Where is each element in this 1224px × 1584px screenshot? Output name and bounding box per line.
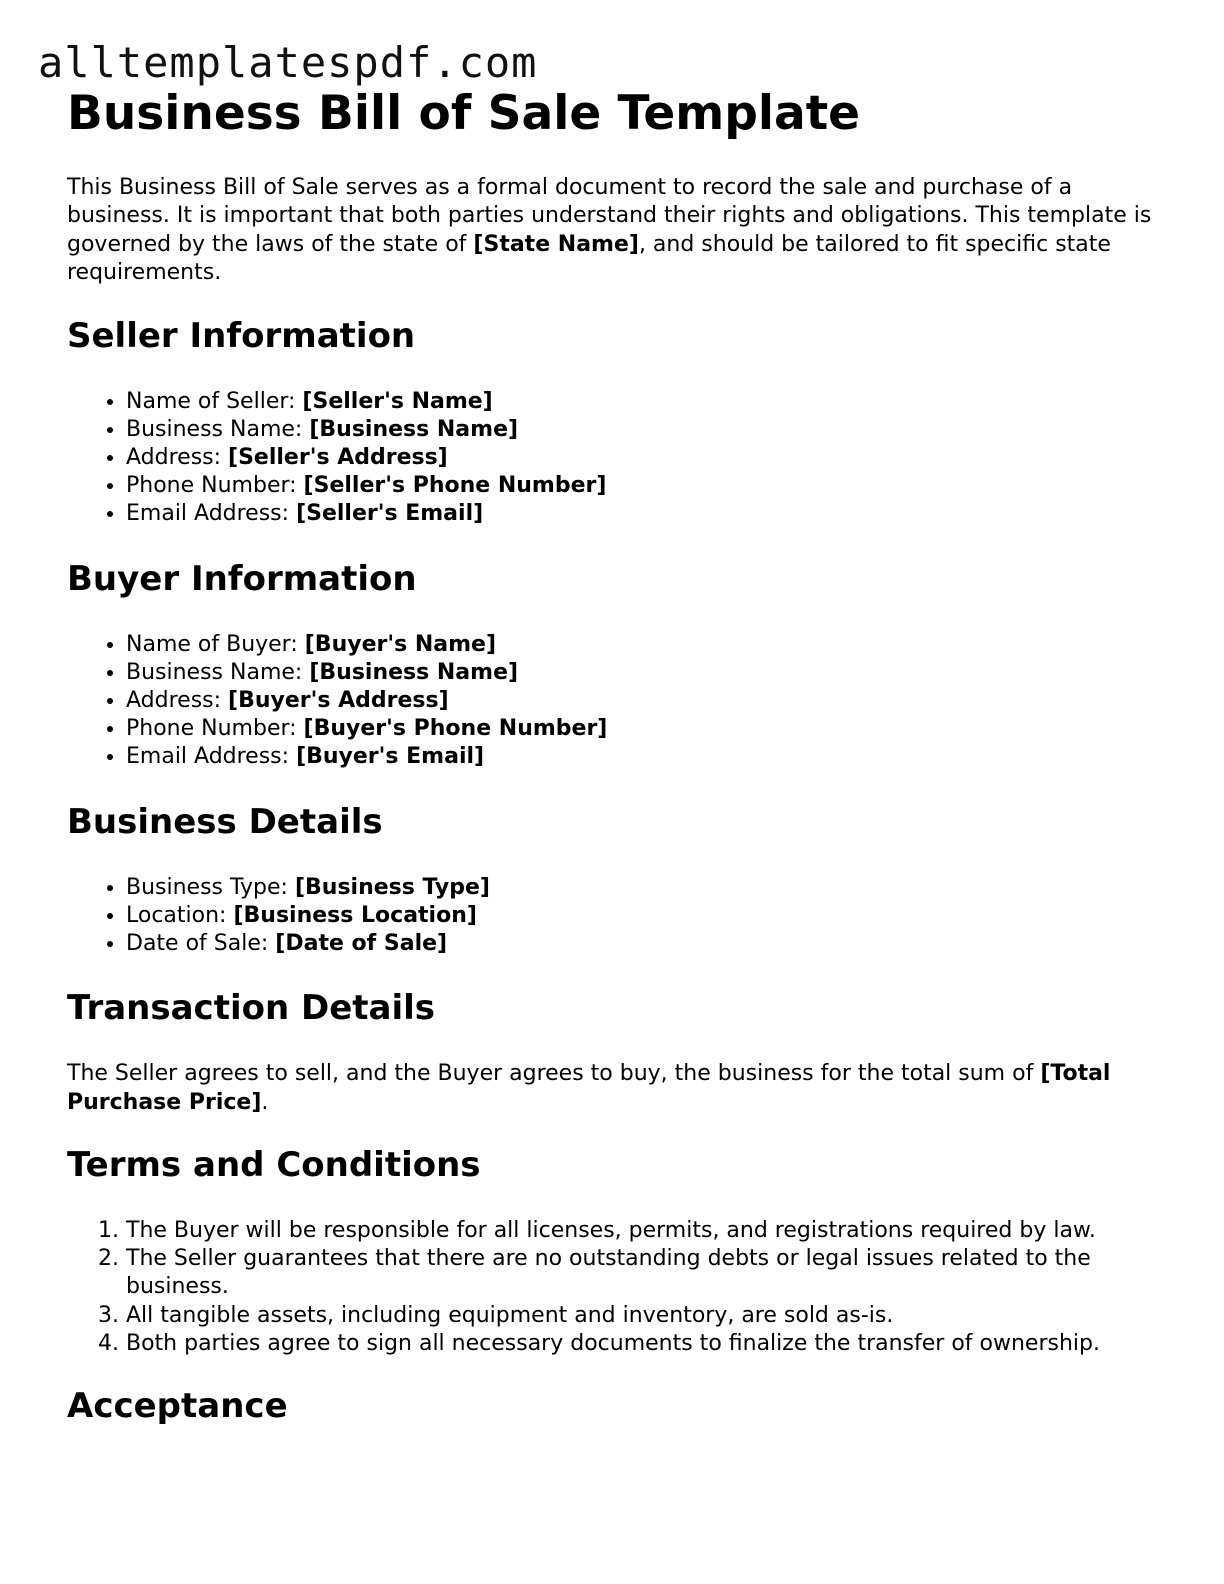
list-item [126,930,1157,958]
field-label: Address: [126,688,229,714]
list-item [126,715,1157,743]
intro-text-start: This Business Bill of Sale serves as a formal document to record the sale and purchase of a business. It is important that both parties understand their rights and obligations. This template is governed by the laws of the state of [67,175,1152,257]
field-placeholder: [Business Location] [233,902,477,928]
list-item: 1. The Buyer will be responsible for all licenses, permits, and registrations required by law. [126,1217,1157,1245]
field-label: Location: [126,902,234,928]
transaction-paragraph [67,1060,1157,1117]
list-item [126,874,1157,902]
transaction-period: . [261,1089,269,1115]
intro-paragraph [67,174,1157,288]
field-placeholder: [Seller's Name] [302,388,493,414]
field-label: Business Name: [126,659,310,685]
list-item: 4. Both parties agree to sign all necessary documents to finalize the transfer of ownership. [126,1330,1157,1358]
field-placeholder: [Buyer's Phone Number] [303,716,608,742]
field-label: Name of Buyer: [126,631,305,657]
field-label: Business Type: [126,874,295,900]
list-item [126,743,1157,771]
buyer-info-list [67,631,1157,772]
acceptance-heading: Acceptance [67,1386,288,1427]
field-placeholder: [Business Name] [309,416,519,442]
list-item [126,444,1157,472]
field-placeholder: [Business Name] [309,659,519,685]
list-item [126,659,1157,687]
price-placeholder: [Total Purchase Price] [67,1061,1111,1115]
field-placeholder: [Seller's Address] [228,445,448,471]
terms-list [67,1217,1157,1358]
state-name-placeholder: [State Name] [473,231,639,257]
field-placeholder: [Seller's Phone Number] [303,473,607,499]
field-placeholder: [Date of Sale] [275,931,448,957]
list-item [126,631,1157,659]
page-title: Business Bill of Sale Template [67,86,861,141]
field-label: Phone Number: [126,473,304,499]
field-label: Business Name: [126,416,310,442]
site-watermark: alltemplatespdf.com [38,38,538,87]
list-item [126,902,1157,930]
field-label: Address: [126,445,229,471]
field-label: Phone Number: [126,716,304,742]
seller-info-list [67,388,1157,529]
business-details-heading: Business Details [67,801,383,842]
seller-heading: Seller Information [67,315,416,356]
field-placeholder: [Buyer's Name] [304,631,496,657]
list-item [126,687,1157,715]
transaction-text: The Seller agrees to sell, and the Buyer agrees to buy, the business for the total sum of [67,1061,1041,1087]
terms-heading: Terms and Conditions [67,1145,481,1186]
field-placeholder: [Buyer's Email] [296,744,485,770]
field-label: Name of Seller: [126,388,303,414]
list-item [126,416,1157,444]
transaction-heading: Transaction Details [67,988,436,1029]
field-label: Email Address: [126,744,297,770]
list-item [126,388,1157,416]
list-item: 2. The Seller guarantees that there are no outstanding debts or legal issues related to the business. [126,1245,1157,1301]
field-placeholder: [Seller's Email] [296,501,484,527]
buyer-heading: Buyer Information [67,558,417,599]
business-details-list [67,874,1157,959]
field-label: Date of Sale: [126,931,276,957]
list-item: 3. All tangible assets, including equipment and inventory, are sold as-is. [126,1302,1157,1330]
intro-text-end: , and should be tailored to fit specific state requirements. [67,231,1111,286]
list-item [126,472,1157,500]
field-placeholder: [Buyer's Address] [228,688,449,714]
field-placeholder: [Business Type] [294,874,490,900]
document-body [67,84,1157,1428]
field-label: Email Address: [126,501,297,527]
list-item [126,500,1157,528]
